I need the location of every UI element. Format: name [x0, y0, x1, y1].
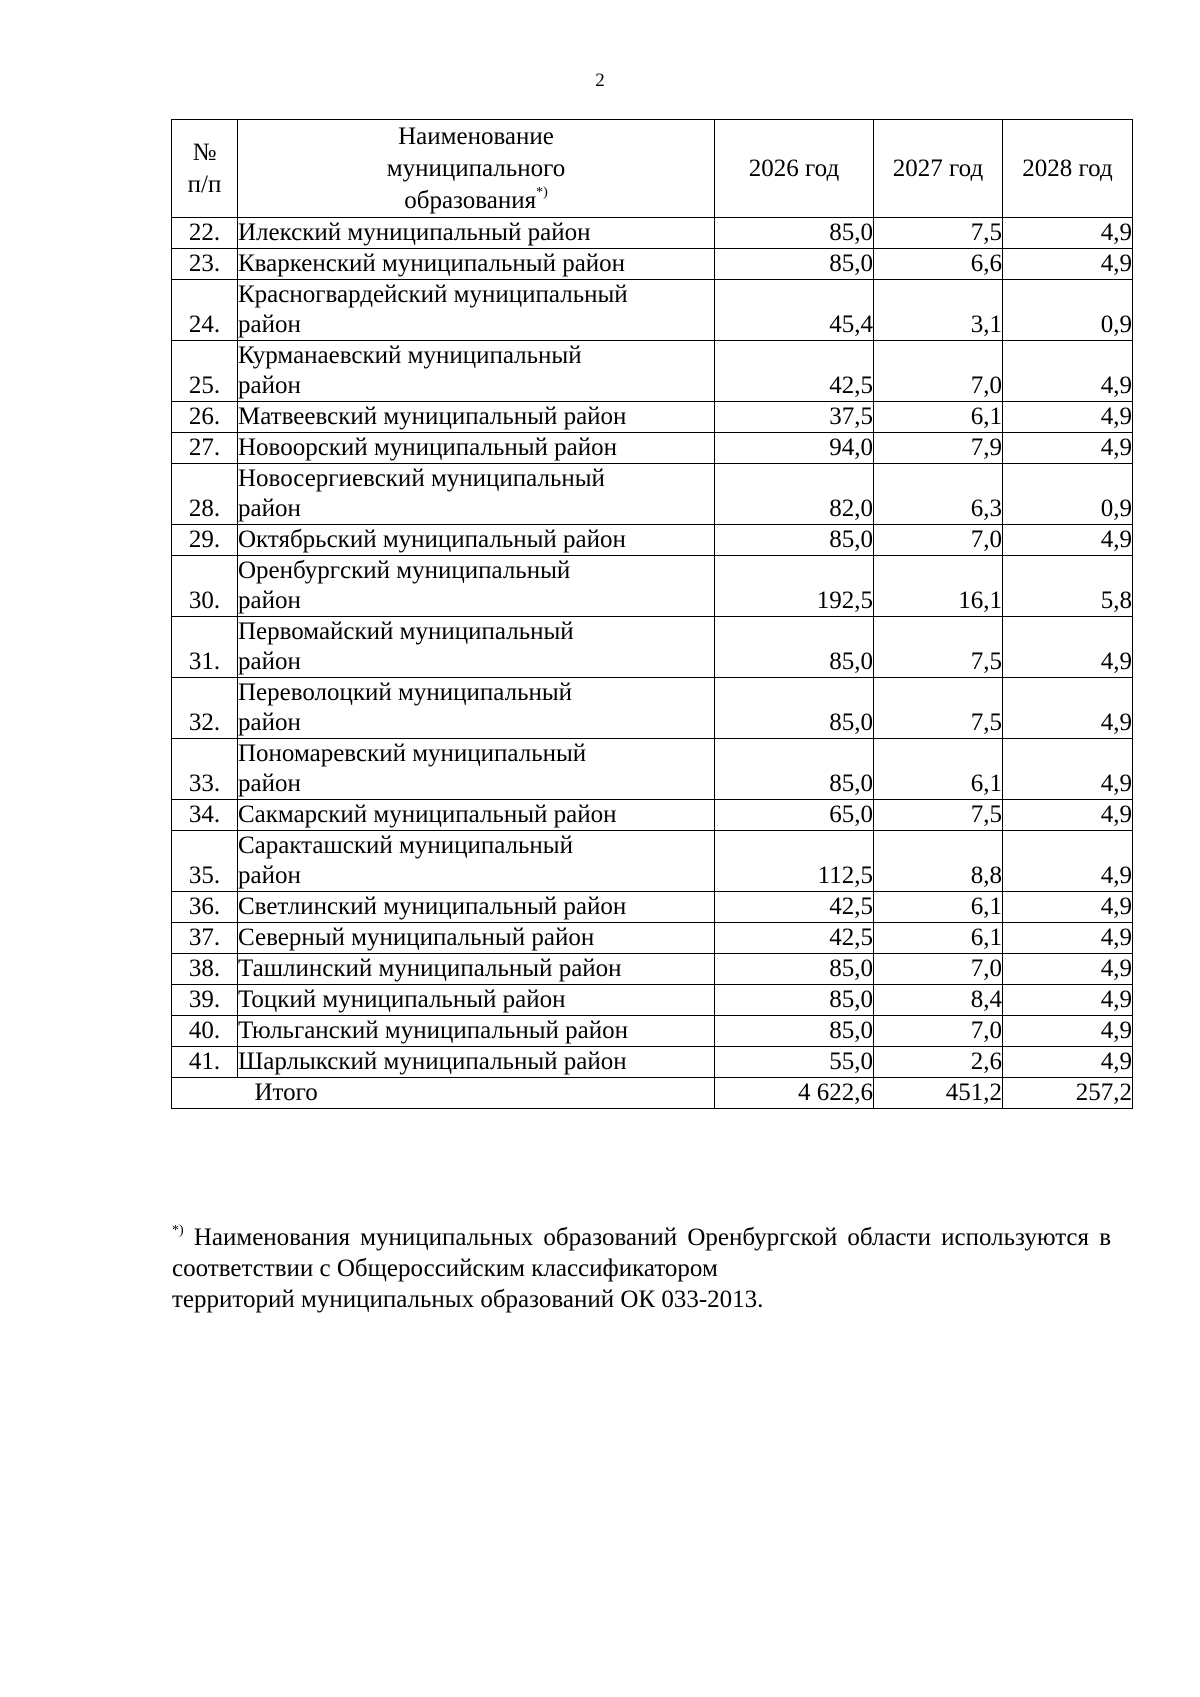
- value-2026: 85,0: [715, 249, 874, 280]
- row-number: 31.: [172, 617, 238, 678]
- municipality-name-line: район: [238, 587, 301, 614]
- municipality-name-line: Первомайский муниципальный: [238, 618, 574, 645]
- value-2028: 4,9: [1003, 433, 1133, 464]
- value-2028: 4,9: [1003, 341, 1133, 402]
- municipality-name: [238, 341, 715, 402]
- header-number: [172, 120, 238, 218]
- total-2028: 257,2: [1003, 1078, 1133, 1109]
- value-2026: 85,0: [715, 525, 874, 556]
- total-row: [172, 1078, 1133, 1109]
- municipality-name-line: Тоцкий муниципальный район: [238, 986, 566, 1013]
- municipality-name-line: Ташлинский муниципальный район: [238, 955, 622, 982]
- row-number: 22.: [172, 218, 238, 249]
- value-2027: 6,3: [874, 464, 1003, 525]
- row-number: 27.: [172, 433, 238, 464]
- value-2026: 85,0: [715, 954, 874, 985]
- value-2027: 7,9: [874, 433, 1003, 464]
- municipality-name: [238, 617, 715, 678]
- municipality-name: [238, 800, 715, 831]
- row-number: 34.: [172, 800, 238, 831]
- municipality-name: [238, 678, 715, 739]
- municipality-name-line: Шарлыкский муниципальный район: [238, 1048, 627, 1075]
- header-year-2028: 2028 год: [1003, 120, 1133, 218]
- municipality-name: [238, 831, 715, 892]
- footnote-line-2: территорий муниципальных образований ОК 033-2013.: [172, 1286, 764, 1313]
- total-2027: 451,2: [874, 1078, 1003, 1109]
- value-2027: 8,4: [874, 985, 1003, 1016]
- table-row: [172, 402, 1133, 433]
- table-header-row: [172, 120, 1133, 218]
- municipality-name-line: Новосергиевский муниципальный: [238, 465, 605, 492]
- value-2027: 2,6: [874, 1047, 1003, 1078]
- header-name-line: Наименование: [398, 122, 554, 150]
- header-year-2027: 2027 год: [874, 120, 1003, 218]
- table-row: [172, 831, 1133, 892]
- row-number: 38.: [172, 954, 238, 985]
- row-number: 26.: [172, 402, 238, 433]
- value-2026: 85,0: [715, 739, 874, 800]
- table-row: [172, 1016, 1133, 1047]
- value-2028: 5,8: [1003, 556, 1133, 617]
- municipality-name-line: Переволоцкий муниципальный: [238, 679, 573, 706]
- table-row: [172, 433, 1133, 464]
- municipality-name: [238, 402, 715, 433]
- value-2026: 85,0: [715, 1016, 874, 1047]
- row-number: 25.: [172, 341, 238, 402]
- value-2026: 45,4: [715, 280, 874, 341]
- total-label: Итого: [238, 1078, 715, 1109]
- table-row: [172, 556, 1133, 617]
- municipality-name-line: Октябрьский муниципальный район: [238, 526, 626, 553]
- value-2026: 42,5: [715, 341, 874, 402]
- table-row: [172, 739, 1133, 800]
- value-2028: 4,9: [1003, 1016, 1133, 1047]
- value-2027: 7,0: [874, 1016, 1003, 1047]
- header-year-2026: 2026 год: [715, 120, 874, 218]
- value-2027: 3,1: [874, 280, 1003, 341]
- municipality-name: [238, 556, 715, 617]
- footnote: [172, 1222, 1111, 1315]
- value-2028: 4,9: [1003, 892, 1133, 923]
- municipality-name-line: Светлинский муниципальный район: [238, 893, 627, 920]
- municipality-name: [238, 1016, 715, 1047]
- value-2028: 4,9: [1003, 985, 1133, 1016]
- value-2026: 85,0: [715, 617, 874, 678]
- value-2026: 37,5: [715, 402, 874, 433]
- value-2027: 7,0: [874, 525, 1003, 556]
- value-2027: 7,0: [874, 341, 1003, 402]
- value-2027: 6,6: [874, 249, 1003, 280]
- value-2028: 4,9: [1003, 800, 1133, 831]
- value-2028: 4,9: [1003, 617, 1133, 678]
- value-2027: 7,5: [874, 218, 1003, 249]
- municipality-name-line: район: [238, 311, 301, 338]
- row-number: 40.: [172, 1016, 238, 1047]
- municipality-name-line: район: [238, 862, 301, 889]
- footnote-line-1: Наименования муниципальных образований Оренбургской области используются в соответствии с Общероссийским классификатором: [172, 1224, 1111, 1282]
- municipality-name: [238, 892, 715, 923]
- municipality-name-line: Сакмарский муниципальный район: [238, 801, 617, 828]
- row-number: 41.: [172, 1047, 238, 1078]
- municipality-name: [238, 464, 715, 525]
- value-2028: 4,9: [1003, 218, 1133, 249]
- row-number: 29.: [172, 525, 238, 556]
- value-2027: 6,1: [874, 892, 1003, 923]
- row-number: 32.: [172, 678, 238, 739]
- budget-table: [171, 119, 1133, 1109]
- table-row: [172, 218, 1133, 249]
- page-number: 2: [595, 70, 605, 91]
- municipality-name-line: Новоорский муниципальный район: [238, 434, 618, 461]
- table-row: [172, 341, 1133, 402]
- row-number: 28.: [172, 464, 238, 525]
- value-2026: 65,0: [715, 800, 874, 831]
- footnote-marker: *): [536, 185, 548, 201]
- row-number: 35.: [172, 831, 238, 892]
- value-2026: 94,0: [715, 433, 874, 464]
- table-row: [172, 800, 1133, 831]
- municipality-name-line: Саракташский муниципальный: [238, 832, 573, 859]
- value-2028: 4,9: [1003, 402, 1133, 433]
- table-row: [172, 954, 1133, 985]
- table-row: [172, 280, 1133, 341]
- municipality-name-line: Оренбургский муниципальный: [238, 557, 571, 584]
- value-2027: 8,8: [874, 831, 1003, 892]
- municipality-name-line: Красногвардейский муниципальный: [238, 281, 628, 308]
- total-number-cell: [172, 1078, 238, 1109]
- table-row: [172, 1047, 1133, 1078]
- table-row: [172, 464, 1133, 525]
- row-number: 36.: [172, 892, 238, 923]
- municipality-name-line: район: [238, 372, 301, 399]
- row-number: 24.: [172, 280, 238, 341]
- table-row: [172, 985, 1133, 1016]
- municipality-name-line: Северный муниципальный район: [238, 924, 595, 951]
- value-2027: 6,1: [874, 402, 1003, 433]
- municipality-name-line: Матвеевский муниципальный район: [238, 403, 627, 430]
- value-2026: 192,5: [715, 556, 874, 617]
- value-2027: 7,5: [874, 678, 1003, 739]
- value-2027: 6,1: [874, 923, 1003, 954]
- value-2028: 4,9: [1003, 923, 1133, 954]
- value-2028: 4,9: [1003, 249, 1133, 280]
- municipality-name-line: Тюльганский муниципальный район: [238, 1017, 629, 1044]
- municipality-name-line: Кваркенский муниципальный район: [238, 250, 626, 277]
- table-row: [172, 892, 1133, 923]
- header-name-line: образования: [404, 186, 537, 214]
- municipality-name: [238, 923, 715, 954]
- municipality-name-line: Пономаревский муниципальный: [238, 740, 587, 767]
- value-2028: 4,9: [1003, 525, 1133, 556]
- value-2028: 4,9: [1003, 678, 1133, 739]
- row-number: 23.: [172, 249, 238, 280]
- row-number: 39.: [172, 985, 238, 1016]
- value-2026: 82,0: [715, 464, 874, 525]
- municipality-name: [238, 218, 715, 249]
- value-2028: 0,9: [1003, 280, 1133, 341]
- header-name: [238, 120, 715, 218]
- value-2027: 7,5: [874, 800, 1003, 831]
- municipality-name: [238, 954, 715, 985]
- table-row: [172, 249, 1133, 280]
- municipality-name: [238, 433, 715, 464]
- municipality-name-line: район: [238, 495, 301, 522]
- total-2026: 4 622,6: [715, 1078, 874, 1109]
- header-number-symbol: №: [192, 138, 217, 166]
- municipality-name-line: Илекский муниципальный район: [238, 219, 591, 246]
- value-2028: 4,9: [1003, 954, 1133, 985]
- row-number: 37.: [172, 923, 238, 954]
- header-number-abbr: п/п: [187, 170, 222, 198]
- municipality-name: [238, 280, 715, 341]
- value-2028: 0,9: [1003, 464, 1133, 525]
- municipality-name: [238, 985, 715, 1016]
- value-2026: 85,0: [715, 678, 874, 739]
- value-2026: 55,0: [715, 1047, 874, 1078]
- value-2026: 85,0: [715, 218, 874, 249]
- value-2027: 16,1: [874, 556, 1003, 617]
- row-number: 33.: [172, 739, 238, 800]
- header-name-line: муниципального: [386, 154, 566, 182]
- value-2028: 4,9: [1003, 831, 1133, 892]
- footnote-mark: *): [172, 1222, 184, 1238]
- table-row: [172, 525, 1133, 556]
- municipality-name-line: Курманаевский муниципальный: [238, 342, 582, 369]
- value-2026: 112,5: [715, 831, 874, 892]
- municipality-name-line: район: [238, 770, 301, 797]
- municipality-name: [238, 525, 715, 556]
- municipality-name-line: район: [238, 648, 301, 675]
- value-2026: 42,5: [715, 923, 874, 954]
- municipality-name: [238, 1047, 715, 1078]
- table-row: [172, 923, 1133, 954]
- value-2028: 4,9: [1003, 1047, 1133, 1078]
- row-number: 30.: [172, 556, 238, 617]
- municipality-name: [238, 249, 715, 280]
- value-2028: 4,9: [1003, 739, 1133, 800]
- municipality-name: [238, 739, 715, 800]
- table-body: [172, 218, 1133, 1078]
- value-2027: 7,5: [874, 617, 1003, 678]
- municipality-name-line: район: [238, 709, 301, 736]
- value-2026: 42,5: [715, 892, 874, 923]
- value-2027: 6,1: [874, 739, 1003, 800]
- table-row: [172, 678, 1133, 739]
- value-2026: 85,0: [715, 985, 874, 1016]
- value-2027: 7,0: [874, 954, 1003, 985]
- footnote-text: [172, 1222, 1111, 1284]
- table-row: [172, 617, 1133, 678]
